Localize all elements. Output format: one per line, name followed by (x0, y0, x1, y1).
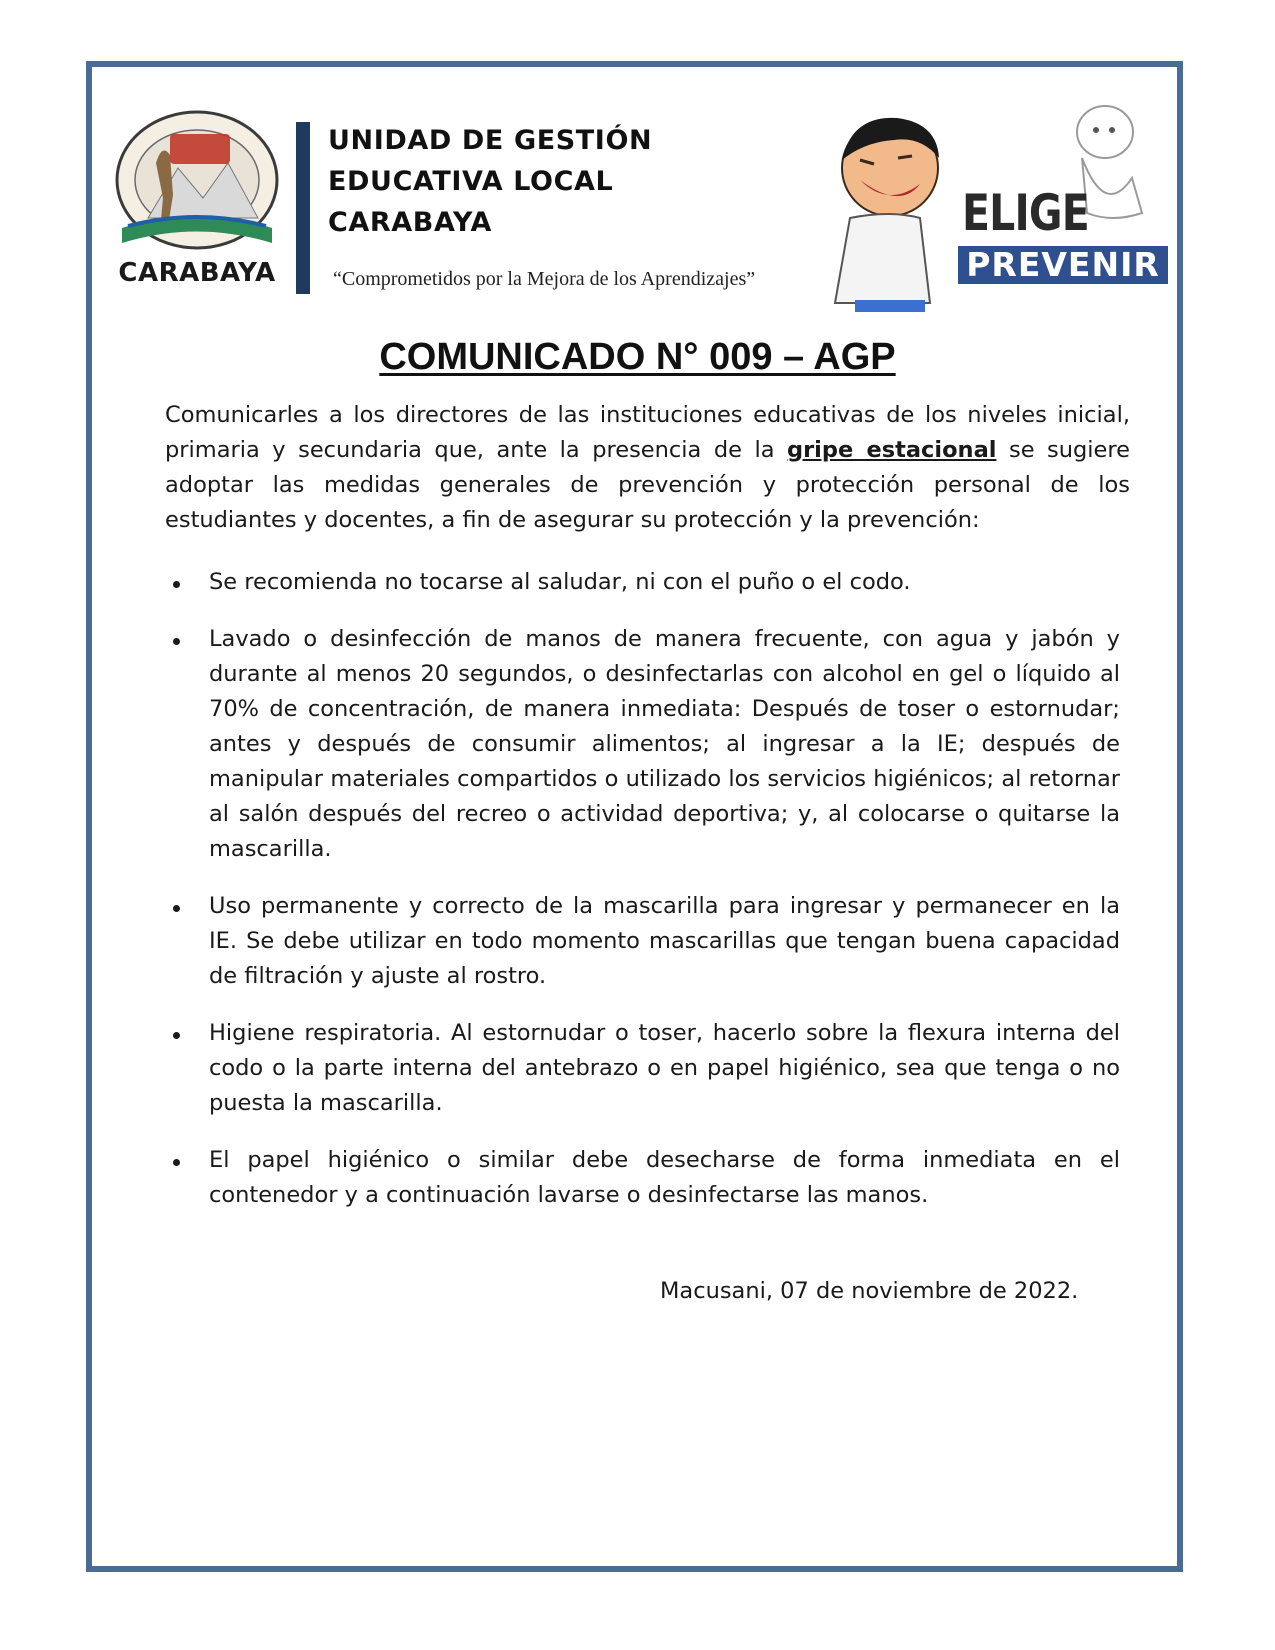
recommendations-list (165, 565, 1120, 1213)
motto: “Comprometidos por la Mejora de los Aprendizajes” (333, 268, 756, 290)
bullet-icon (173, 1032, 180, 1039)
list-item (165, 565, 1120, 600)
organization-name (328, 120, 788, 243)
logo-caption: CARABAYA (118, 258, 276, 288)
bullet-icon (173, 1159, 180, 1166)
list-item-text: Lavado o desinfección de manos de manera frecuente, con agua y jabón y durante al menos 20 segundos, o desinfectarlas con alcohol en gel o líquido al 70% de concentración, de manera inmediata: Después de toser o estornudar; antes y después de consumir alimentos; al ingresar a la IE; después de manipular materiales compartidos o utilizado los servicios higiénicos; al retornar al salón después del recreo o actividad deportiva; y, al colocarse o quitarse la mascarilla. (209, 626, 1120, 862)
intro-text-before: Comunicarles a los directores de las instituciones educativas de los niveles inicial, primaria y secundaria que, ante la presencia de la (165, 402, 1130, 463)
intro-highlight: gripe estacional (786, 437, 997, 463)
intro-paragraph (165, 398, 1130, 538)
list-item-text: Higiene respiratoria. Al estornudar o toser, hacerlo sobre la flexura interna del codo o la parte interna del antebrazo o en papel higiénico, sea que tenga o no puesta la mascarilla. (209, 1020, 1120, 1116)
list-item (165, 889, 1120, 994)
bullet-icon (173, 905, 180, 912)
list-item-text: El papel higiénico o similar debe desecharse de forma inmediata en el contenedor y a continuación lavarse o desinfectarse las manos. (209, 1147, 1120, 1208)
list-item (165, 622, 1120, 867)
place-and-date: Macusani, 07 de noviembre de 2022. (660, 1278, 1079, 1304)
ugel-logo (108, 108, 286, 298)
campaign-subheadline: PREVENIR (958, 246, 1168, 284)
campaign-headline: ELIGE (962, 184, 1089, 242)
campaign-graphic (820, 100, 1175, 315)
header-divider (296, 122, 310, 294)
list-item-text: Uso permanente y correcto de la mascarilla para ingresar y permanecer en la IE. Se debe utilizar en todo momento mascarillas que tengan buena capacidad de filtración y ajuste al rostro. (209, 893, 1120, 989)
org-name-line-2: EDUCATIVA LOCAL (328, 166, 614, 197)
org-name-line-1: UNIDAD DE GESTIÓN (328, 125, 653, 156)
document-title: COMUNICADO N° 009 – AGP (379, 336, 896, 378)
list-item (165, 1016, 1120, 1121)
bullet-icon (173, 638, 180, 645)
bullet-icon (173, 581, 180, 588)
org-name-line-3: CARABAYA (328, 207, 492, 238)
list-item (165, 1143, 1120, 1213)
intro-text-after: se sugiere adoptar las medidas generales de prevención y protección personal de los estudiantes y docentes, a fin de asegurar su protección y la prevención: (165, 437, 1130, 533)
list-item-text: Se recomienda no tocarse al saludar, ni con el puño o el codo. (209, 569, 911, 595)
